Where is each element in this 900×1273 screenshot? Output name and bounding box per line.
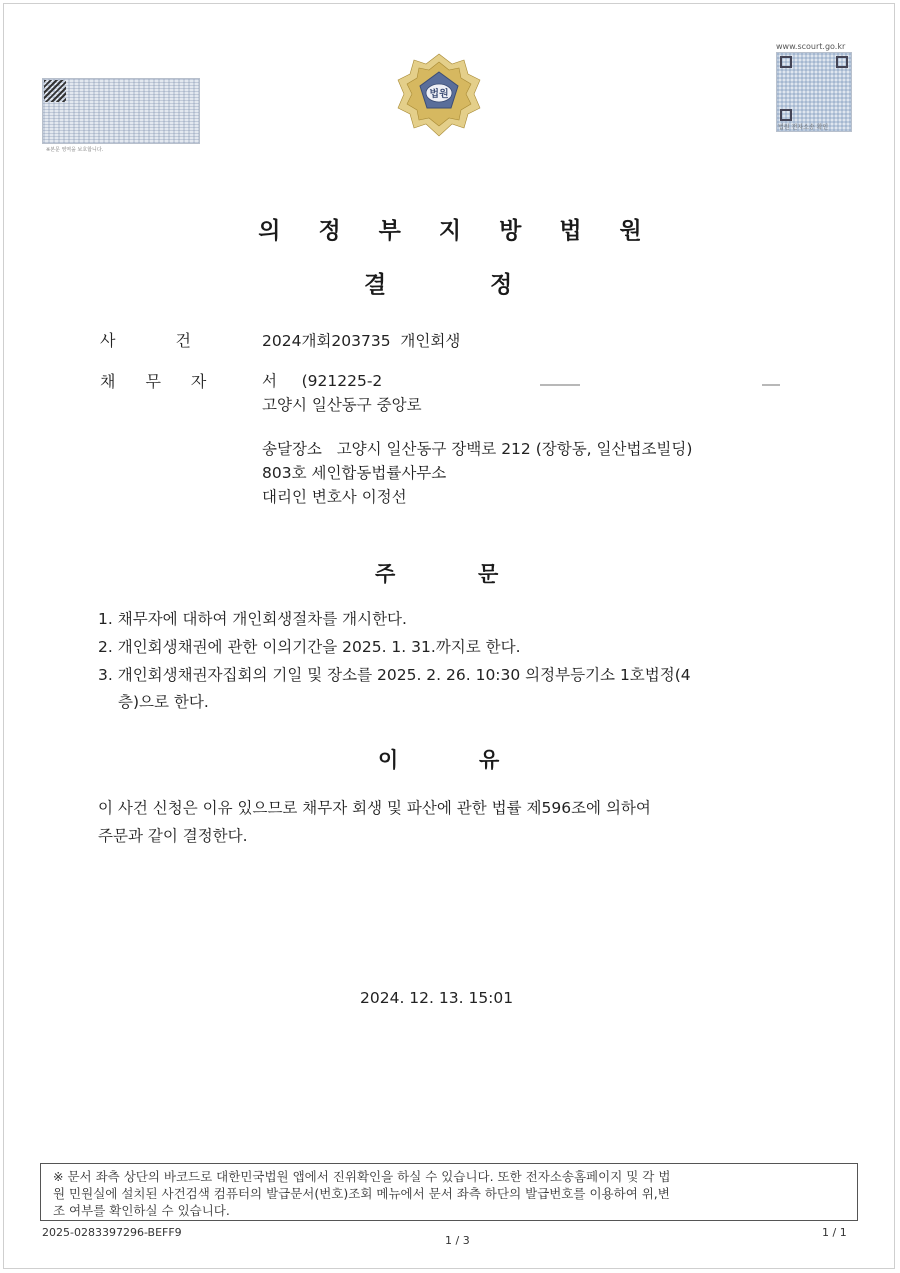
qr-url: www.scourt.go.kr [776,42,846,51]
debtor-label: 채무자 [100,372,207,391]
debtor-id-text: (921225-2 [301,372,383,390]
debtor-address: 고양시 일산동구 중앙로 [262,396,422,414]
redaction-mark [762,384,780,386]
seal-text: 법원 [429,89,449,100]
agent-lawyer: 대리인 변호사 이정선 [262,488,407,506]
decision-date: 2024. 12. 13. 15:01 [360,989,514,1007]
debtor-name [262,369,382,391]
qr-caption: 법원 전자소송 확인 [778,124,829,131]
service-address-line [262,437,692,459]
notice-line-3: 조 여부를 확인하실 수 있습니다. [53,1203,230,1218]
reason-line-2: 주문과 같이 결정한다. [98,827,248,845]
case-number-text: 2024개회203735 [262,332,391,350]
reason-line-1: 이 사건 신청은 이유 있으므로 채무자 회생 및 파산에 관한 법률 제596조에 의하여 [98,799,651,817]
reason-heading-right: 유 [479,748,500,772]
page-number-right: 1 / 1 [822,1226,847,1239]
qr-finder-top-left [780,56,792,68]
barcode-caption: ※본문 영역을 보호합니다. [46,147,104,153]
case-label: 사건 [100,331,191,350]
redaction-mark [540,384,580,386]
qr-finder-top-right [836,56,848,68]
verification-notice [40,1163,858,1221]
order-item-1: 1. 채무자에 대하여 개인회생절차를 개시한다. [98,610,407,628]
notice-line-1: ※ 문서 좌측 상단의 바코드로 대한민국법원 앱에서 진위확인을 하실 수 있습니다. 또한 전자소송홈페이지 및 각 법 [53,1169,671,1184]
court-seal-emblem [394,50,484,140]
court-name-title: 의정부지방법원 [258,218,680,244]
qr-code-image [776,52,852,132]
order-item-2: 2. 개인회생채권에 관한 이의기간을 2025. 1. 31.까지로 한다. [98,638,521,656]
notice-line-2: 원 민원실에 설치된 사건검색 컴퓨터의 발급문서(번호)조회 메뉴에서 문서 좌측 하단의 발급번호를 이용하여 위,변 [53,1186,670,1201]
reason-heading-left: 이 [378,748,399,772]
service-office: 803호 세인합동법률사무소 [262,464,447,482]
case-number [262,329,460,351]
decision-title-right: 정 [490,272,513,298]
order-heading-right: 문 [478,562,499,586]
order-item-3-continued: 층)으로 한다. [118,693,209,711]
page-number-center: 1 / 3 [445,1234,470,1247]
order-item-3: 3. 개인회생채권자집회의 기일 및 장소를 2025. 2. 26. 10:30 의정부등기소 1호법정(4 [98,666,691,684]
qr-finder-bottom-left [780,109,792,121]
service-label: 송달장소 [262,440,322,458]
service-address: 고양시 일산동구 장백로 212 (장항동, 일산법조빌딩) [336,440,693,458]
barcode-corner-mark [44,80,66,102]
case-type-text: 개인회생 [400,332,461,350]
issue-number: 2025-0283397296-BEFF9 [42,1226,182,1239]
decision-title-left: 결 [364,272,387,298]
order-heading-left: 주 [375,562,396,586]
debtor-name-text: 서 [262,372,277,390]
